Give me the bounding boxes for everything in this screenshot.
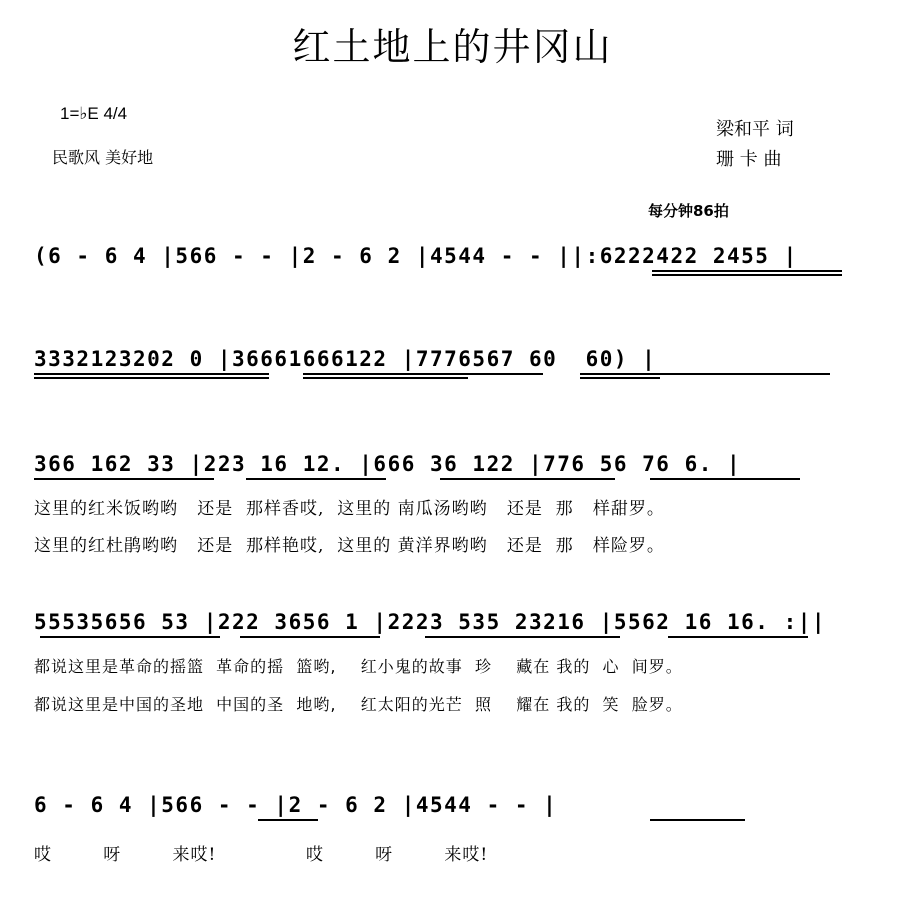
staff-line-5: 6 - 6 4 |566 - - |2 - 6 2 |4544 - - |	[34, 793, 558, 817]
lyric-verse2-line1: 都说这里是革命的摇篮 革命的摇 篮哟, 红小鬼的故事 珍 藏在 我的 心 间罗。	[34, 657, 683, 676]
underline-beam	[580, 377, 660, 379]
staff-line-4: 55535656 53 |222 3656 1 |2223 535 23216 |5562 16 16. :||	[34, 610, 827, 634]
underline-beam	[650, 478, 800, 480]
underline-beam	[303, 373, 543, 375]
staff-line-3: 366 162 33 |223 16 12. |666 36 122 |776 56 76 6. |	[34, 452, 742, 476]
underline-beam	[650, 819, 745, 821]
underline-beam	[668, 636, 808, 638]
staff-line-1: (6 - 6 4 |566 - - |2 - 6 2 |4544 - - ||:6222422 2455 |	[34, 244, 798, 268]
underline-beam	[34, 373, 269, 375]
underline-beam	[652, 274, 842, 276]
lyric-verse1-line2: 这里的红杜鹃哟哟 还是 那样艳哎, 这里的 黄洋界哟哟 还是 那 样险罗。	[34, 536, 665, 556]
lyric-verse2-line2: 都说这里是中国的圣地 中国的圣 地哟, 红太阳的光芒 照 耀在 我的 笑 脸罗。	[34, 695, 683, 714]
key-signature: 1=♭E 4/4	[60, 104, 128, 123]
underline-beam	[580, 373, 830, 375]
underline-beam	[40, 636, 220, 638]
underline-beam	[246, 478, 386, 480]
underline-beam	[258, 819, 318, 821]
underline-beam	[34, 478, 214, 480]
lyric-coda: 哎 呀 来哎! 哎 呀 来哎!	[34, 845, 489, 865]
tempo-marking: 每分钟86拍	[648, 202, 729, 220]
lyricist-credit: 梁和平 词	[716, 119, 794, 140]
underline-beam	[425, 636, 620, 638]
page-title: 红土地上的井冈山	[292, 25, 613, 69]
underline-beam	[34, 377, 269, 379]
composer-credit: 珊 卡 曲	[716, 149, 782, 170]
underline-beam	[440, 478, 615, 480]
staff-line-2: 3332123202 0 |36661666122 |7776567 60 60) |	[34, 347, 657, 371]
style-marking: 民歌风 美好地	[52, 148, 154, 167]
underline-beam	[240, 636, 380, 638]
underline-beam	[303, 377, 468, 379]
underline-beam	[652, 270, 842, 272]
lyric-verse1-line1: 这里的红米饭哟哟 还是 那样香哎, 这里的 南瓜汤哟哟 还是 那 样甜罗。	[34, 499, 665, 519]
